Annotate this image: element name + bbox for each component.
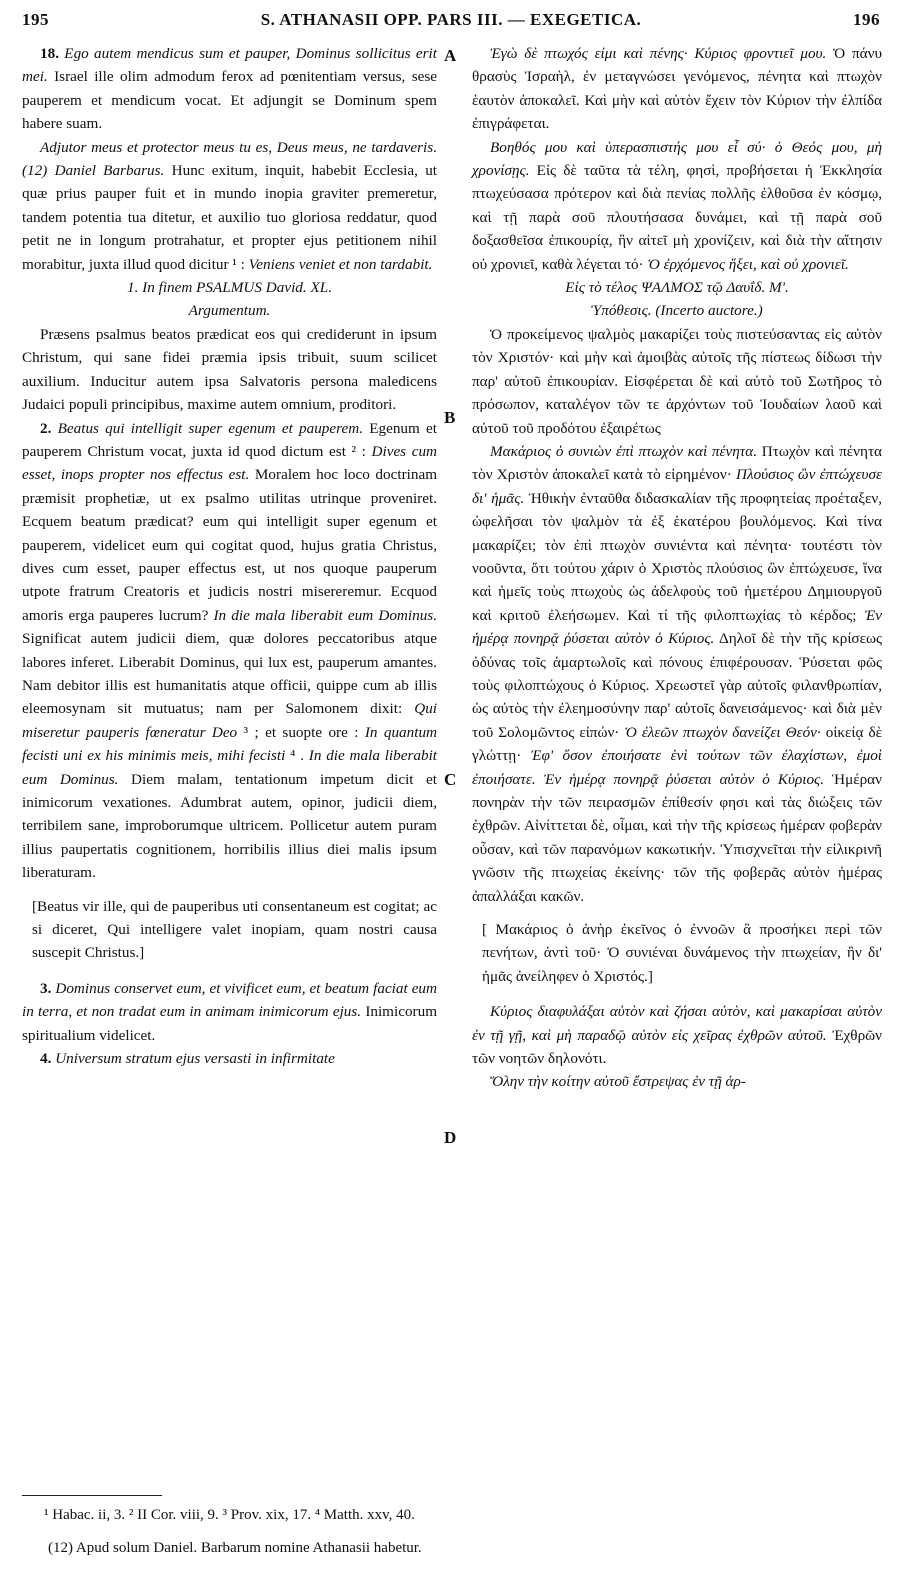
footnote-references: ¹ Habac. ii, 3. ² II Cor. viii, 9. ³ Prov. xix, 17. ⁴ Matth. xxv, 40.: [44, 1507, 415, 1523]
footnote-note-12: (12) Apud solum Daniel. Barbarum nomine Athanasii habetur.: [48, 1540, 422, 1556]
note-reference: (12) Daniel Barbarus.: [22, 162, 165, 180]
quotation-text: Veniens veniet et non tardabit.: [248, 255, 433, 273]
commentary-text: Inimicorum spiritualium videlicet.: [22, 1003, 438, 1044]
margin-letter-a: A: [444, 46, 457, 65]
commentary-text: Hunc exitum, inquit, habebit Ecclesia, ut quæ prius pauper fuit et in mundo inopia graviter premeretur, tandem potentia tua ditetur, et auxilio tuo gloriosa reddatur, quod petit ne in longum protrahatur, et propter ejus petitionem nihil morabitur, juxta illud quod dicitur ¹ :: [22, 162, 438, 273]
latin-paragraph-verse-18: [22, 42, 437, 136]
commentary-text: Ἠθικὴν ἐνταῦθα διδασκαλίαν τῆς προφητείας προέταξεν, ὠφελῆσαι τὸν ψαλμὸν τὰ ἐξ ἑκατέρου βουλόμενος. Καὶ τίνα μακαρίζει; τὸν ἐπὶ πτωχὸν συνιέντα καὶ πένητα· τουτέστι τὸν νοοῦντα, ὅτι τούτου χάριν ὁ Χριστὸς πλούσιος ὢν ἐπτώχευσε, ἵνα καὶ ἡμεῖς τοὺς πτωχοὺς ὡς ἀδελφοὺς τοῦ ἡμετέρου Δημιουργοῦ καὶ κριτοῦ ἐλεήσωμεν. Καὶ τί τῆς φιλοπτωχίας τὸ κέρδος;: [472, 489, 883, 624]
quotation-text: Ὁ ἐλεῶν πτωχὸν δανείζει Θεόν·: [624, 723, 821, 741]
verse-text: Κύριος διαφυλάξαι αὐτὸν καὶ ζήσαι αὐτὸν, καὶ μακαρίσαι αὐτὸν ἐν τῇ γῇ, καὶ μὴ παραδῷ αὐτὸν εἰς χεῖρας ἐχθρῶν αὐτοῦ.: [472, 1003, 882, 1044]
verse-text: In die mala liberabit eum Dominus.: [213, 606, 437, 624]
commentary-text: Significat autem judicii diem, quæ dolores peccatoribus atque labores inferet. Liberabit Dominus, qui lux est, pauperum amantes. Nam debitor illis est humanitatis atque officii, quippe cum ab illis eleemosynam sit mutuatus; nam per Salomonem dixit:: [22, 630, 437, 718]
latin-column: [22, 42, 437, 1070]
quotation-text: In quantum fecisti uni ex his minimis meis, mihi fecisti: [22, 723, 438, 765]
quotation-text: Qui miseretur pauperis fœneratur Deo: [22, 700, 438, 741]
verse-text: Ὅλην τὴν κοίτην αὐτοῦ ἔστρεψας ἐν τῇ ἀρ-: [490, 1073, 746, 1091]
commentary-text: οἰκείᾳ δὲ γλώττῃ·: [472, 723, 883, 765]
verse-text: Ego autem mendicus sum et pauper, Dominus sollicitus erit mei.: [22, 45, 437, 86]
psalm-title: 1. In finem PSALMUS David. XL.: [126, 279, 332, 297]
commentary-text: Δηλοῖ δὲ τὴν τῆς κρίσεως ὀδύνας τοῖς ἁμαρτωλοῖς καὶ πόνους ἐπιφέρουσαν. Ῥύσεται φῶς τοὺς φιλοπτώχους ὁ Κύριος. Χρεωστεῖ γὰρ αὐτοῖς φιλανθρωπίαν, ὡς αὐτὸς τὴν ἐλεημοσύνην παρ' αὐτοῖς δανεισάμενος· καὶ διὰ μὲν τοῦ Σολομῶντος εἰπών·: [472, 630, 882, 741]
verse-text: In die mala liberabit eum Dominus.: [22, 747, 438, 788]
quotation-text: Dives cum esset, inops propter nos effectus est.: [22, 442, 438, 484]
commentary-text: Diem malam, tentationum impetum dicit et inimicorum vexationes. Adumbrat autem, opinor, judicii diem, terribilem sane, improborumque ultricem. Pollicetur autem puram illius paupertatis cognitionem, horribilis illius diei malis ipsum liberaturam.: [22, 770, 438, 882]
footnote-rule: [22, 1495, 162, 1496]
verse-text: Ἐν ἡμέρᾳ πονηρᾷ ῥύσεται αὐτὸν ὁ Κύριος.: [472, 606, 883, 648]
latin-paragraph-adjutor: [22, 136, 437, 276]
argument-title: Argumentum.: [188, 302, 271, 320]
greek-paragraph-argument: [472, 323, 882, 440]
commentary-text: Ἡμέραν πονηρὰν τὴν τῶν πειρασμῶν ἐπίθεσίν φησι καὶ τὰς διώξεις τῶν ἐχθρῶν. Αἰνίττεται δὲ, οἶμαι, καὶ τὴν τῆς κρίσεως ἡμέραν φοβερὰν οὖσαν, καὶ τῶν παρανόμων κακωτικήν. Ὑπισχνεῖται τὴν εἰλικρινῆ γνῶσιν τῆς πτωχείας ἐκείνης· τῶν τῆς φοβερᾶς αὐτὸν ἡμέρας ἀπαλλάξαι κακῶν.: [472, 770, 882, 905]
margin-letter-b: B: [444, 408, 456, 427]
verse-text: Universum stratum ejus versasti in infirmitate: [55, 1050, 335, 1068]
greek-paragraph-adjutor: [472, 136, 882, 276]
page-header: [22, 10, 880, 36]
latin-paragraph-verse-3: [22, 977, 437, 1047]
latin-paragraph-argument: [22, 323, 437, 417]
commentary-text: Πτωχὸν καὶ πένητα τὸν Χριστὸν ἀποκαλεῖ κατὰ τὸ εἰρημένον·: [472, 442, 883, 484]
latin-bracketed-paragraph: [Beatus vir ille, qui de pauperibus uti consentaneum est cogitat; ac si diceret, Qui intelligere valet inopiam, quam nostri causa suscepit Christus.]: [32, 897, 437, 962]
greek-paragraph-verse-3: [472, 1000, 882, 1070]
quotation-text: Πλούσιος ὢν ἐπτώχευσε δι' ἡμᾶς.: [472, 466, 882, 507]
running-title: S. ATHANASII OPP. PARS III. — EXEGETICA.: [260, 10, 642, 29]
commentary-text: Moralem hoc loco doctrinam præmisit prophetiæ, ut ex psalmo utilitas utrinque proveniret. Ecquem beatum prædicat? eum qui intelligit super egenum et pauperem, videlicet eum qui cogitat quod, hujus gratia Christus, dives cum esset, pauper effectus est, ut nos quoque pauperum utpote fratrum Creatoris et judicis nostri misereremur. Ecquod amoris erga pauperes lucrum?: [22, 466, 438, 624]
page-number-right: 196: [853, 10, 880, 29]
verse-text: Beatus qui intelligit super egenum et pauperem.: [57, 419, 363, 437]
greek-column: [472, 42, 882, 1094]
verse-text: Adjutor meus et protector meus tu es, Deus meus, ne tardaveris.: [40, 138, 437, 156]
commentary-text: ³ ; et suopte ore :: [243, 723, 359, 741]
commentary-text: Ὁ προκείμενος ψαλμὸς μακαρίζει τοὺς πιστεύσαντας εἰς αὐτὸν τὸν Χριστόν· καὶ μὴν καὶ ἀμοιβὰς αὐτοῖς τῆς πίστεως δίδωσι τὴν παρ' αὐτοῦ ἐπικουρίαν. Εἰσφέρεται δὲ καὶ αὐτὸ τοῦ Σωτῆρος τὸ πρόσωπον, καταλέγον τῶν τε ἀρχόντων τοῦ Ἰουδαίων λαοῦ καὶ αὐτοῦ τοῦ προδότου ἐξαιρέτως: [472, 325, 882, 437]
commentary-text: Εἰς δὲ ταῦτα τὰ τέλη, φησὶ, προβήσεται ἡ Ἐκκλησία πτωχεύσασα πρότερον καὶ διὰ πενίας πολλῆς ἐλθοῦσα ἐν κόσμῳ, καὶ τῇ παρὰ σοῦ πλουτήσασα δυνάμει, καὶ τῇ παρὰ σοῦ δοξασθεῖσα ἐπικουρίᾳ, ἣν αἰτεῖ μὴ χρονίζειν, καὶ διὰ τὴν αἴτησιν οὐ χρονιεῖ, καθὰ λέγεται τό·: [472, 162, 882, 273]
latin-paragraph-verse-4: [22, 1047, 437, 1070]
quotation-text: Ὁ ἐρχόμενος ἥξει, καὶ οὐ χρονιεῖ.: [647, 255, 849, 273]
margin-letter-d: D: [444, 1128, 457, 1147]
verse-text: Ἐγὼ δὲ πτωχός εἰμι καὶ πένης· Κύριος φροντιεῖ μου.: [490, 45, 827, 62]
latin-paragraph-verse-2: [22, 417, 437, 885]
commentary-text: Israel ille olim admodum ferox ad pœnitentiam versus, sese pauperem et mendicum vocat. Et adjungit se Dominum spem habere suam.: [22, 68, 437, 133]
verse-number: 3.: [40, 979, 52, 997]
commentary-text: Ἐχθρῶν τῶν νοητῶν δηλονότι.: [472, 1026, 883, 1068]
greek-psalm-title: Εἰς τὸ τέλος ΨΑΛΜΟΣ τῷ Δαυΐδ. Μ'.: [565, 279, 789, 297]
quotation-text: Ἐφ' ὅσον ἐποιήσατε ἑνὶ τούτων τῶν ἐλαχίστων, ἐμοὶ ἐποιήσατε. Ἐν ἡμέρᾳ πονηρᾷ ῥύσεται αὐτὸν ὁ Κύριος.: [472, 747, 883, 788]
page-number-left: 195: [22, 10, 49, 29]
commentary-text: Egenum et pauperem Christum vocat, juxta id quod dictum est ² :: [22, 419, 438, 460]
greek-paragraph-verse-18: [472, 42, 882, 136]
greek-paragraph-verse-4: [472, 1070, 882, 1093]
commentary-text: Præsens psalmus beatos prædicat eos qui crediderunt in ipsum Christum, qui sane fidei præmia ipsis tribuit, suum scilicet auxilium. Inducitur autem ipsa Salvatoris persona maledicens Judaici populi principibus, maxime autem omnium, proditori.: [22, 325, 437, 414]
verse-text: Dominus conservet eum, et vivificet eum, et beatum faciat eum in terra, et non tradat eum in animam inimicorum ejus.: [22, 979, 437, 1021]
verse-text: Βοηθός μου καὶ ὑπερασπιστής μου εἶ σύ· ὁ Θεός μου, μὴ χρονίσῃς.: [472, 138, 882, 180]
margin-letter-c: C: [444, 770, 457, 789]
verse-text: Μακάριος ὁ συνιὼν ἐπὶ πτωχὸν καὶ πένητα.: [490, 442, 757, 460]
verse-number: 2.: [40, 419, 52, 437]
verse-number: 4.: [40, 1050, 52, 1068]
greek-bracketed-paragraph: [ Μακάριος ὁ ἀνὴρ ἐκεῖνος ὁ ἐννοῶν ἃ προσήκει περὶ τῶν πενήτων, ἀντὶ τοῦ· Ὁ συνιέναι δυνάμενος τὴν πτωχείαν, ἣν δι' ἡμᾶς ἀνείληφεν ὁ Χριστός.]: [482, 921, 882, 985]
commentary-text: Ὁ πάνυ θρασὺς Ἰσραὴλ, ἐν μεταγνώσει γενόμενος, πένητα καὶ πτωχὸν ἑαυτὸν ἀποκαλεῖ. Καὶ μὴν καὶ αὐτὸν ἔχειν τὸν Κύριον τὴν ἐλπίδα ἐπιγράφεται.: [472, 45, 882, 133]
greek-paragraph-verse-2: [472, 440, 882, 908]
commentary-text: ⁴ .: [290, 747, 304, 765]
verse-number: 18.: [40, 45, 59, 62]
greek-argument-title: Ὑπόθεσις. (Incerto auctore.): [591, 302, 763, 320]
